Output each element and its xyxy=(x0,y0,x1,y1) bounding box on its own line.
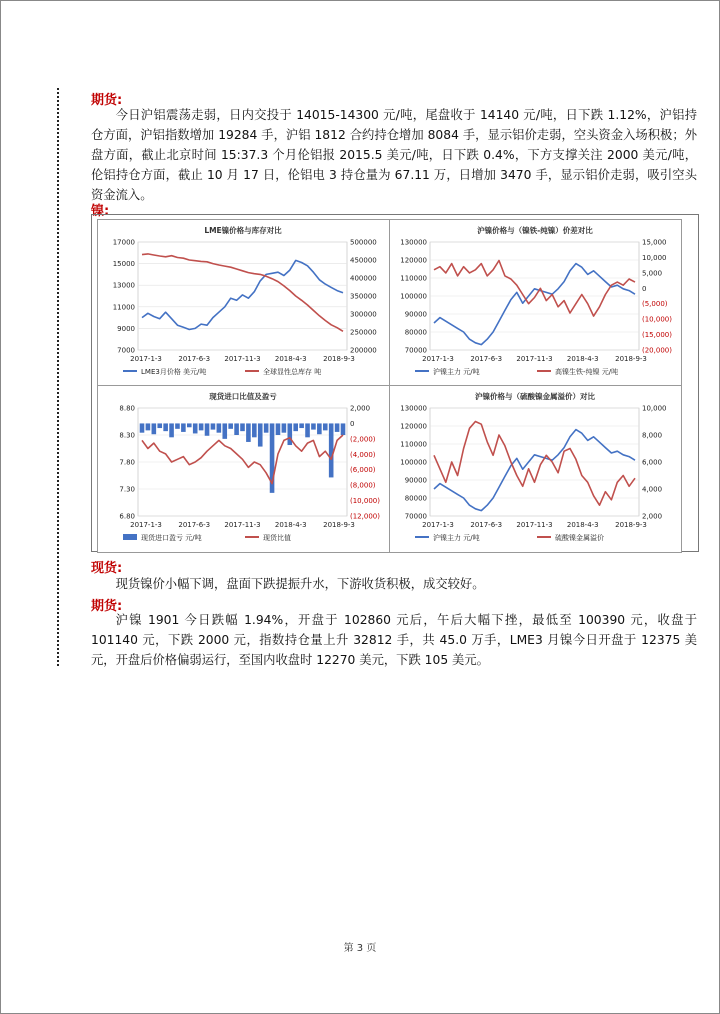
legend-label: 高镍生铁-纯镍 元/吨 xyxy=(555,368,619,376)
y-right-tick: 10,000 xyxy=(642,253,667,262)
y-right-tick: 0 xyxy=(642,284,647,293)
bar-mark xyxy=(335,423,340,431)
bar-mark xyxy=(146,423,151,430)
y-left-tick: 17000 xyxy=(112,238,135,247)
x-tick: 2017-6-3 xyxy=(470,521,503,529)
y-left-tick: 70000 xyxy=(404,346,427,355)
bar-mark xyxy=(323,423,328,430)
x-tick: 2018-4-3 xyxy=(566,355,599,363)
chart-shfe-nickel-sulfate xyxy=(389,385,682,553)
y-left-tick: 100000 xyxy=(400,292,427,301)
legend-label: 现货进口盈亏 元/吨 xyxy=(141,534,202,542)
y-left-tick: 130000 xyxy=(400,404,427,413)
bar-mark xyxy=(193,423,198,433)
series-line xyxy=(434,422,635,506)
y-left-tick: 13000 xyxy=(112,281,135,290)
nickel-paragraph: 沪镍 1901 今日跌幅 1.94%，开盘于 102860 元后，午后大幅下挫，最低至 100390 元，收盘于 101140 元，下跌 2000 元，指数持仓量上升 32812 手，共 45.0 万手，LME3 月镍今日开盘于 12375 美元，开盘后价格偏弱运行，至国内收盘时 12270 美元，下跌 105 美元。 xyxy=(91,613,697,667)
chart-title: 沪镍价格与（镍铁-纯镍）价差对比 xyxy=(477,226,593,235)
y-left-tick: 80000 xyxy=(404,328,427,337)
x-tick: 2018-9-3 xyxy=(323,521,355,529)
bar-mark xyxy=(169,423,174,437)
chart-shfe-nickel-spread xyxy=(389,219,682,387)
y-left-tick: 120000 xyxy=(400,256,427,265)
y-right-tick: 400000 xyxy=(350,274,377,283)
bar-mark xyxy=(163,423,168,431)
y-left-tick: 6.80 xyxy=(119,512,135,521)
chart-title: 现货进口比值及盈亏 xyxy=(209,392,277,401)
bar-mark xyxy=(299,423,304,428)
y-right-tick: 500000 xyxy=(350,238,377,247)
bar-mark xyxy=(276,423,281,435)
y-right-tick: 200000 xyxy=(350,346,377,355)
y-right-tick: (4,000) xyxy=(350,450,376,459)
futures-heading-nickel: 期货: xyxy=(91,599,123,614)
x-tick: 2018-9-3 xyxy=(615,521,647,529)
y-right-tick: 8,000 xyxy=(642,431,663,440)
bar-mark xyxy=(140,423,145,432)
bar-mark xyxy=(157,423,162,428)
y-right-tick: (12,000) xyxy=(350,512,380,521)
x-tick: 2017-1-3 xyxy=(130,521,162,529)
bar-mark xyxy=(205,423,210,435)
futures-heading-aluminum: 期货: xyxy=(91,93,123,108)
bar-mark xyxy=(199,423,204,430)
margin-dotted-line xyxy=(57,88,59,666)
bar-mark xyxy=(187,423,192,427)
bar-mark xyxy=(217,423,222,432)
x-tick: 2017-11-3 xyxy=(516,355,553,363)
x-tick: 2018-4-3 xyxy=(274,355,307,363)
bar-mark xyxy=(252,423,257,437)
y-left-tick: 120000 xyxy=(400,422,427,431)
bar-mark xyxy=(181,423,186,431)
y-left-tick: 100000 xyxy=(400,458,427,467)
x-tick: 2018-4-3 xyxy=(274,521,307,529)
chart-lme-price-inventory xyxy=(97,219,390,387)
legend-label: 沪镍主力 元/吨 xyxy=(433,534,480,542)
y-left-tick: 11000 xyxy=(112,303,135,312)
bar-mark xyxy=(246,423,251,442)
y-left-tick: 7000 xyxy=(117,346,135,355)
bar-mark xyxy=(329,423,334,477)
bar-mark xyxy=(293,423,298,431)
y-right-tick: 6,000 xyxy=(642,458,663,467)
y-right-tick: 10,000 xyxy=(642,404,667,413)
y-right-tick: (8,000) xyxy=(350,481,376,490)
y-right-tick: (10,000) xyxy=(350,497,380,506)
bar-mark xyxy=(341,423,346,435)
legend-label: 现货比值 xyxy=(263,534,291,542)
y-right-tick: 5,000 xyxy=(642,269,663,278)
y-right-tick: 350000 xyxy=(350,292,377,301)
x-tick: 2017-11-3 xyxy=(224,521,261,529)
y-left-tick: 80000 xyxy=(404,494,427,503)
x-tick: 2017-6-3 xyxy=(178,521,211,529)
legend-label: 全球显性总库存 吨 xyxy=(263,368,322,376)
x-tick: 2018-4-3 xyxy=(566,521,599,529)
x-tick: 2017-6-3 xyxy=(178,355,211,363)
x-tick: 2017-11-3 xyxy=(224,355,261,363)
y-right-tick: 250000 xyxy=(350,328,377,337)
bar-mark xyxy=(175,423,180,428)
y-left-tick: 90000 xyxy=(404,476,427,485)
y-left-tick: 110000 xyxy=(400,440,427,449)
bar-mark xyxy=(305,423,310,437)
nickel-heading: 镍: xyxy=(91,204,110,219)
series-line xyxy=(434,430,635,511)
legend-swatch xyxy=(123,534,137,540)
y-left-tick: 7.80 xyxy=(119,458,135,467)
bar-mark xyxy=(287,423,292,445)
bar-mark xyxy=(311,423,316,429)
bar-mark xyxy=(258,423,263,446)
bar-mark xyxy=(152,423,157,434)
x-tick: 2018-9-3 xyxy=(615,355,647,363)
y-right-tick: (20,000) xyxy=(642,346,672,355)
chart-title: 沪镍价格与（硫酸镍金属溢价）对比 xyxy=(475,392,595,401)
y-left-tick: 110000 xyxy=(400,274,427,283)
y-left-tick: 7.30 xyxy=(119,485,135,494)
chart-title: LME镍价格与库存对比 xyxy=(204,226,282,235)
y-right-tick: 300000 xyxy=(350,310,377,319)
bar-mark xyxy=(228,423,233,428)
y-right-tick: 2,000 xyxy=(350,404,371,413)
y-right-tick: 4,000 xyxy=(642,485,663,494)
y-left-tick: 130000 xyxy=(400,238,427,247)
y-right-tick: (10,000) xyxy=(642,315,672,324)
bar-mark xyxy=(222,423,227,438)
y-left-tick: 9000 xyxy=(117,324,135,333)
legend-label: LME3月价格 美元/吨 xyxy=(141,368,207,376)
spot-heading: 现货: xyxy=(91,561,123,576)
y-right-tick: (2,000) xyxy=(350,435,376,444)
bar-mark xyxy=(211,423,216,429)
chart-import-ratio-profit xyxy=(97,385,390,553)
y-right-tick: 15,000 xyxy=(642,238,667,247)
spot-paragraph: 现货镍价小幅下调，盘面下跌提振升水，下游收货积极，成交较好。 xyxy=(115,577,485,591)
x-tick: 2017-11-3 xyxy=(516,521,553,529)
y-left-tick: 70000 xyxy=(404,512,427,521)
x-tick: 2017-1-3 xyxy=(130,355,162,363)
x-tick: 2017-1-3 xyxy=(422,521,454,529)
y-right-tick: 2,000 xyxy=(642,512,663,521)
series-line xyxy=(434,264,635,345)
aluminum-paragraph: 今日沪铝震荡走弱，日内交投于 14015-14300 元/吨，尾盘收于 14140 元/吨，日下跌 1.12%，沪铝持仓方面，沪铝指数增加 19284 手，沪铝 1812 合约持仓增加 8084 手，显示铝价走弱，空头资金入场积极；外盘方面，截止北京时间 15:37.3 个月伦铝报 2015.5 美元/吨，日下跌 0.4%，下方支撑关注 2000 美元/吨，伦铝持仓方面，截止 10 月 17 日，伦铝电 3 持仓量为 67.11 万，日增加 3470 手，显示铝价走弱，吸引空头资金流入。 xyxy=(91,108,697,202)
page-number: 第 3 页 xyxy=(343,943,377,954)
x-tick: 2017-6-3 xyxy=(470,355,503,363)
bar-mark xyxy=(234,423,239,435)
y-right-tick: (6,000) xyxy=(350,466,376,475)
x-tick: 2018-9-3 xyxy=(323,355,355,363)
plot-area xyxy=(138,242,347,350)
series-line xyxy=(142,435,343,484)
legend-label: 硫酸镍金属溢价 xyxy=(555,534,604,542)
y-right-tick: 0 xyxy=(350,419,355,428)
bar-mark xyxy=(240,423,245,431)
y-left-tick: 90000 xyxy=(404,310,427,319)
y-left-tick: 8.30 xyxy=(119,431,135,440)
bar-mark xyxy=(282,423,287,432)
bar-mark xyxy=(317,423,322,434)
chart-grid xyxy=(91,214,699,552)
y-right-tick: 450000 xyxy=(350,256,377,265)
bar-mark xyxy=(264,423,269,432)
y-left-tick: 8.80 xyxy=(119,404,135,413)
y-right-tick: (15,000) xyxy=(642,331,672,340)
legend-label: 沪镍主力 元/吨 xyxy=(433,368,480,376)
y-left-tick: 15000 xyxy=(112,260,135,269)
x-tick: 2017-1-3 xyxy=(422,355,454,363)
y-right-tick: (5,000) xyxy=(642,300,668,309)
